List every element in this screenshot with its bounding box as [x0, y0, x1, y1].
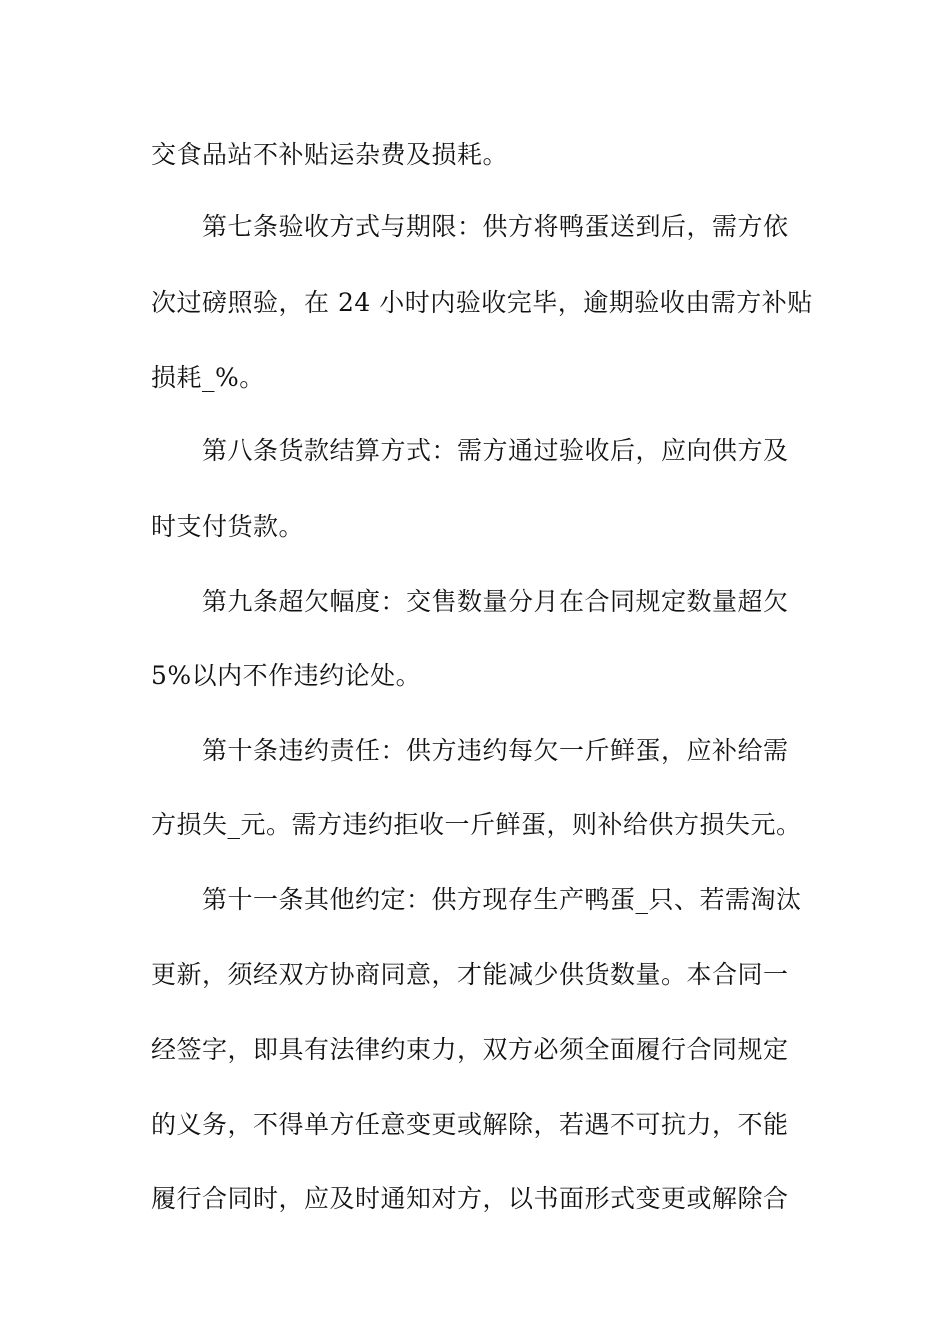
article-11-heading-line: 第十一条其他约定：供方现存生产鸭蛋_只、若需淘汰: [202, 885, 802, 914]
text-line-1: 交食品站不补贴运杂费及损耗。: [151, 140, 509, 169]
article-10-heading-line: 第十条违约责任：供方违约每欠一斤鲜蛋，应补给需: [202, 736, 789, 765]
text-line-13: 经签字，即具有法律约束力，双方必须全面履行合同规定: [151, 1035, 789, 1064]
text-line-10: 方损失_元。需方违约拒收一斤鲜蛋，则补给供方损失元。: [151, 810, 802, 839]
text-line-12: 更新，须经双方协商同意，才能减少供货数量。本合同一: [151, 960, 789, 989]
text-line-4: 损耗_%。: [151, 363, 265, 392]
article-8-heading-line: 第八条货款结算方式：需方通过验收后，应向供方及: [202, 436, 789, 465]
article-7-heading-line: 第七条验收方式与期限：供方将鸭蛋送到后，需方依: [202, 212, 789, 241]
text-line-15: 履行合同时，应及时通知对方，以书面形式变更或解除合: [151, 1184, 789, 1213]
text-line-6: 时支付货款。: [151, 512, 305, 541]
article-9-heading-line: 第九条超欠幅度：交售数量分月在合同规定数量超欠: [202, 587, 789, 616]
text-line-3: 次过磅照验，在 24 小时内验收完毕，逾期验收由需方补贴: [151, 288, 813, 317]
text-line-8: 5%以内不作违约论处。: [151, 661, 422, 690]
text-line-14: 的义务，不得单方任意变更或解除，若遇不可抗力，不能: [151, 1110, 789, 1139]
